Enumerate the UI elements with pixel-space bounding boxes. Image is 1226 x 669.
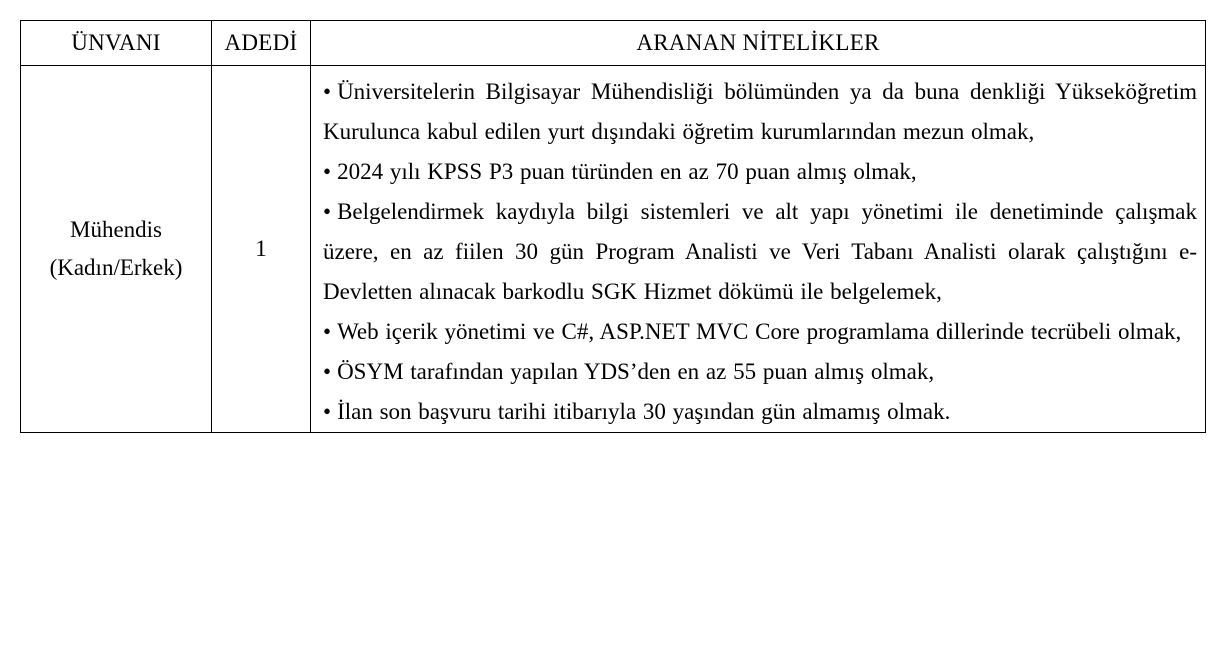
requirement-text: Belgelendirmek kaydıyla bilgi sistemleri ve alt yapı yönetimi ile denetiminde çalışmak üzere, en az fiilen 30 gün Program Analisti ve Veri Tabanı Analisti olarak çalıştığını e-Devletten alınacak barkodlu SGK Hizmet dökümü ile belgelemek,	[323, 199, 1197, 304]
job-requirements-table	[20, 20, 1206, 433]
bullet-icon: •	[323, 159, 332, 184]
table-header	[21, 21, 1206, 66]
requirement-text: 2024 yılı KPSS P3 puan türünden en az 70 puan almış olmak,	[337, 159, 917, 184]
requirement-text: Web içerik yönetimi ve C#, ASP.NET MVC Core programlama dillerinde tecrübeli olmak,	[337, 319, 1182, 344]
header-aranan-nitelikler: ARANAN NİTELİKLER	[311, 21, 1206, 66]
requirement-text: Üniversitelerin Bilgisayar Mühendisliği bölümünden ya da buna denkliği Yükseköğretim Kurulunca kabul edilen yurt dışındaki öğretim kurumlarından mezun olmak,	[323, 79, 1197, 144]
bullet-icon: •	[323, 399, 332, 424]
table-row	[21, 66, 1206, 433]
count-cell: 1	[212, 66, 311, 433]
table-body	[21, 66, 1206, 433]
header-adedi: ADEDİ	[212, 21, 311, 66]
title-line-2: (Kadın/Erkek)	[49, 255, 183, 280]
requirement-text: ÖSYM tarafından yapılan YDS’den en az 55 puan almış olmak,	[337, 359, 935, 384]
requirement-item	[323, 392, 1197, 432]
header-unvan: ÜNVANI	[21, 21, 212, 66]
requirement-item	[323, 312, 1197, 352]
requirement-item	[323, 192, 1197, 312]
bullet-icon: •	[323, 319, 332, 344]
title-line-1: Mühendis	[70, 217, 162, 242]
requirement-text: İlan son başvuru tarihi itibarıyla 30 yaşından gün almamış olmak.	[337, 399, 951, 424]
bullet-icon: •	[323, 199, 332, 224]
requirement-item	[323, 352, 1197, 392]
bullet-icon: •	[323, 359, 332, 384]
title-cell	[21, 66, 212, 433]
header-row	[21, 21, 1206, 66]
requirement-item	[323, 152, 1197, 192]
bullet-icon: •	[323, 79, 332, 104]
requirements-cell	[311, 66, 1206, 433]
requirement-item	[323, 72, 1197, 152]
